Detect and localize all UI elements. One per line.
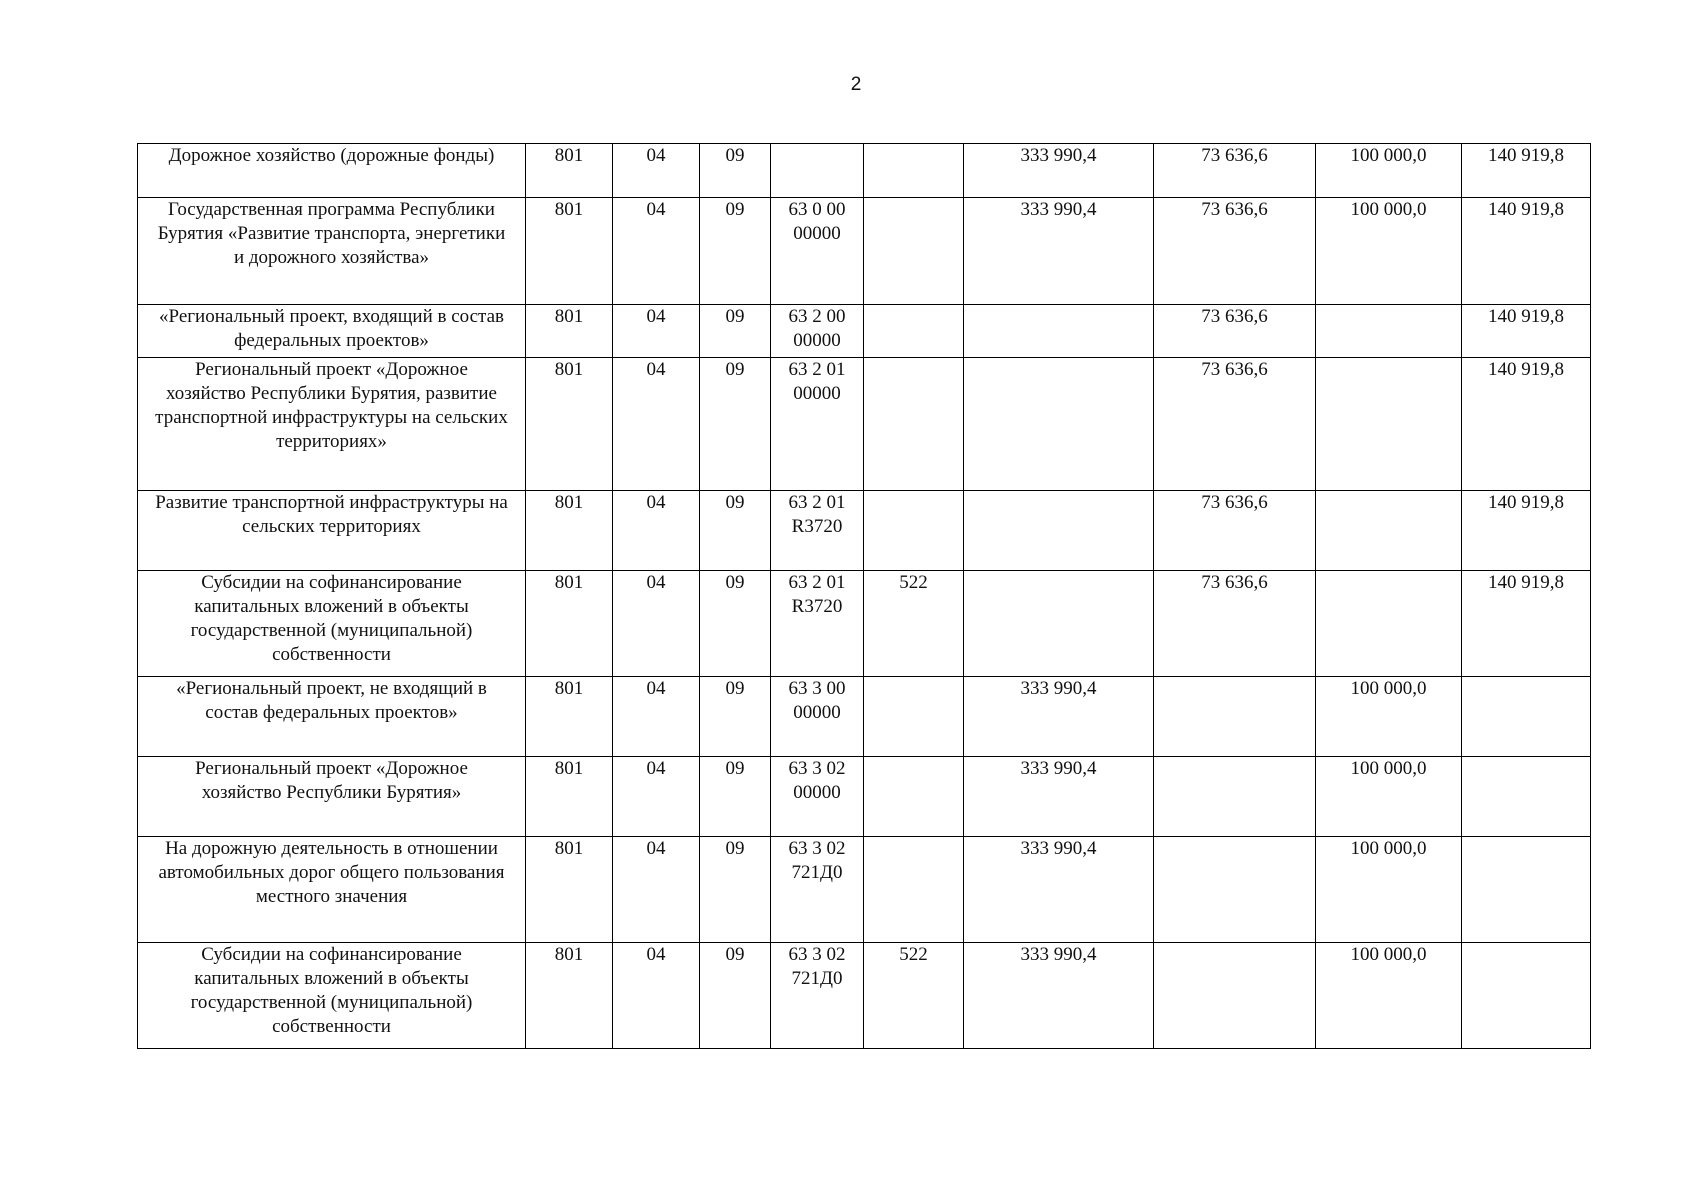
row-name: Дорожное хозяйство (дорожные фонды) bbox=[138, 144, 526, 198]
amount-3 bbox=[1316, 571, 1462, 677]
amount-1 bbox=[964, 571, 1154, 677]
page-number: 2 bbox=[850, 74, 862, 95]
table-row bbox=[138, 144, 1591, 198]
expense-type-code bbox=[864, 757, 964, 837]
subsection-code: 09 bbox=[700, 943, 771, 1049]
table-row bbox=[138, 943, 1591, 1049]
amount-4 bbox=[1462, 943, 1591, 1049]
amount-1: 333 990,4 bbox=[964, 943, 1154, 1049]
table-row bbox=[138, 757, 1591, 837]
row-name: Региональный проект «Дорожное хозяйство Республики Бурятия» bbox=[138, 757, 526, 837]
section-code: 04 bbox=[613, 943, 700, 1049]
section-code: 04 bbox=[613, 571, 700, 677]
amount-1: 333 990,4 bbox=[964, 144, 1154, 198]
subsection-code: 09 bbox=[700, 571, 771, 677]
expense-type-code bbox=[864, 144, 964, 198]
amount-2 bbox=[1154, 677, 1316, 757]
amount-3: 100 000,0 bbox=[1316, 198, 1462, 305]
section-code: 04 bbox=[613, 305, 700, 358]
subsection-code: 09 bbox=[700, 144, 771, 198]
section-code: 04 bbox=[613, 144, 700, 198]
table-row bbox=[138, 571, 1591, 677]
ved-code: 801 bbox=[526, 305, 613, 358]
row-name: Государственная программа Республики Бурятия «Развитие транспорта, энергетики и дорожного хозяйства» bbox=[138, 198, 526, 305]
ved-code: 801 bbox=[526, 757, 613, 837]
expense-type-code bbox=[864, 837, 964, 943]
amount-1: 333 990,4 bbox=[964, 837, 1154, 943]
amount-4: 140 919,8 bbox=[1462, 144, 1591, 198]
table-row bbox=[138, 491, 1591, 571]
amount-4 bbox=[1462, 757, 1591, 837]
subsection-code: 09 bbox=[700, 305, 771, 358]
row-name: «Региональный проект, не входящий в состав федеральных проектов» bbox=[138, 677, 526, 757]
subsection-code: 09 bbox=[700, 358, 771, 491]
row-name: Субсидии на софинансирование капитальных вложений в объекты государственной (муниципальной) собственности bbox=[138, 571, 526, 677]
section-code: 04 bbox=[613, 198, 700, 305]
subsection-code: 09 bbox=[700, 837, 771, 943]
amount-3: 100 000,0 bbox=[1316, 943, 1462, 1049]
amount-4: 140 919,8 bbox=[1462, 305, 1591, 358]
amount-4 bbox=[1462, 677, 1591, 757]
amount-2 bbox=[1154, 943, 1316, 1049]
target-article-code: 63 2 01 R3720 bbox=[771, 491, 864, 571]
target-article-code bbox=[771, 144, 864, 198]
amount-1: 333 990,4 bbox=[964, 677, 1154, 757]
budget-table bbox=[137, 143, 1591, 1049]
row-name: На дорожную деятельность в отношении автомобильных дорог общего пользования местного значения bbox=[138, 837, 526, 943]
amount-3: 100 000,0 bbox=[1316, 837, 1462, 943]
amount-3: 100 000,0 bbox=[1316, 677, 1462, 757]
amount-2: 73 636,6 bbox=[1154, 491, 1316, 571]
section-code: 04 bbox=[613, 757, 700, 837]
expense-type-code: 522 bbox=[864, 943, 964, 1049]
subsection-code: 09 bbox=[700, 757, 771, 837]
amount-3 bbox=[1316, 491, 1462, 571]
row-name: Региональный проект «Дорожное хозяйство Республики Бурятия, развитие транспортной инфраструктуры на сельских территориях» bbox=[138, 358, 526, 491]
amount-4: 140 919,8 bbox=[1462, 571, 1591, 677]
table-row bbox=[138, 358, 1591, 491]
table-row bbox=[138, 305, 1591, 358]
table-row bbox=[138, 677, 1591, 757]
amount-2: 73 636,6 bbox=[1154, 305, 1316, 358]
expense-type-code bbox=[864, 305, 964, 358]
amount-2 bbox=[1154, 837, 1316, 943]
amount-4: 140 919,8 bbox=[1462, 198, 1591, 305]
table-row bbox=[138, 837, 1591, 943]
amount-3: 100 000,0 bbox=[1316, 757, 1462, 837]
amount-1: 333 990,4 bbox=[964, 198, 1154, 305]
amount-3 bbox=[1316, 358, 1462, 491]
table-row bbox=[138, 198, 1591, 305]
ved-code: 801 bbox=[526, 198, 613, 305]
ved-code: 801 bbox=[526, 837, 613, 943]
target-article-code: 63 3 02 721Д0 bbox=[771, 837, 864, 943]
amount-1 bbox=[964, 305, 1154, 358]
target-article-code: 63 3 00 00000 bbox=[771, 677, 864, 757]
amount-4: 140 919,8 bbox=[1462, 358, 1591, 491]
amount-3 bbox=[1316, 305, 1462, 358]
amount-4: 140 919,8 bbox=[1462, 491, 1591, 571]
expense-type-code bbox=[864, 198, 964, 305]
target-article-code: 63 2 01 R3720 bbox=[771, 571, 864, 677]
row-name: Субсидии на софинансирование капитальных вложений в объекты государственной (муниципальной) собственности bbox=[138, 943, 526, 1049]
amount-1 bbox=[964, 491, 1154, 571]
amount-2: 73 636,6 bbox=[1154, 358, 1316, 491]
target-article-code: 63 2 01 00000 bbox=[771, 358, 864, 491]
amount-2: 73 636,6 bbox=[1154, 571, 1316, 677]
ved-code: 801 bbox=[526, 358, 613, 491]
amount-2: 73 636,6 bbox=[1154, 144, 1316, 198]
row-name: «Региональный проект, входящий в состав федеральных проектов» bbox=[138, 305, 526, 358]
section-code: 04 bbox=[613, 358, 700, 491]
subsection-code: 09 bbox=[700, 491, 771, 571]
subsection-code: 09 bbox=[700, 198, 771, 305]
section-code: 04 bbox=[613, 677, 700, 757]
ved-code: 801 bbox=[526, 144, 613, 198]
ved-code: 801 bbox=[526, 491, 613, 571]
amount-3: 100 000,0 bbox=[1316, 144, 1462, 198]
amount-1 bbox=[964, 358, 1154, 491]
expense-type-code bbox=[864, 677, 964, 757]
target-article-code: 63 0 00 00000 bbox=[771, 198, 864, 305]
section-code: 04 bbox=[613, 837, 700, 943]
ved-code: 801 bbox=[526, 571, 613, 677]
target-article-code: 63 3 02 721Д0 bbox=[771, 943, 864, 1049]
ved-code: 801 bbox=[526, 677, 613, 757]
amount-2 bbox=[1154, 757, 1316, 837]
expense-type-code bbox=[864, 358, 964, 491]
amount-1: 333 990,4 bbox=[964, 757, 1154, 837]
expense-type-code bbox=[864, 491, 964, 571]
amount-2: 73 636,6 bbox=[1154, 198, 1316, 305]
row-name: Развитие транспортной инфраструктуры на сельских территориях bbox=[138, 491, 526, 571]
target-article-code: 63 3 02 00000 bbox=[771, 757, 864, 837]
subsection-code: 09 bbox=[700, 677, 771, 757]
expense-type-code: 522 bbox=[864, 571, 964, 677]
section-code: 04 bbox=[613, 491, 700, 571]
ved-code: 801 bbox=[526, 943, 613, 1049]
amount-4 bbox=[1462, 837, 1591, 943]
target-article-code: 63 2 00 00000 bbox=[771, 305, 864, 358]
